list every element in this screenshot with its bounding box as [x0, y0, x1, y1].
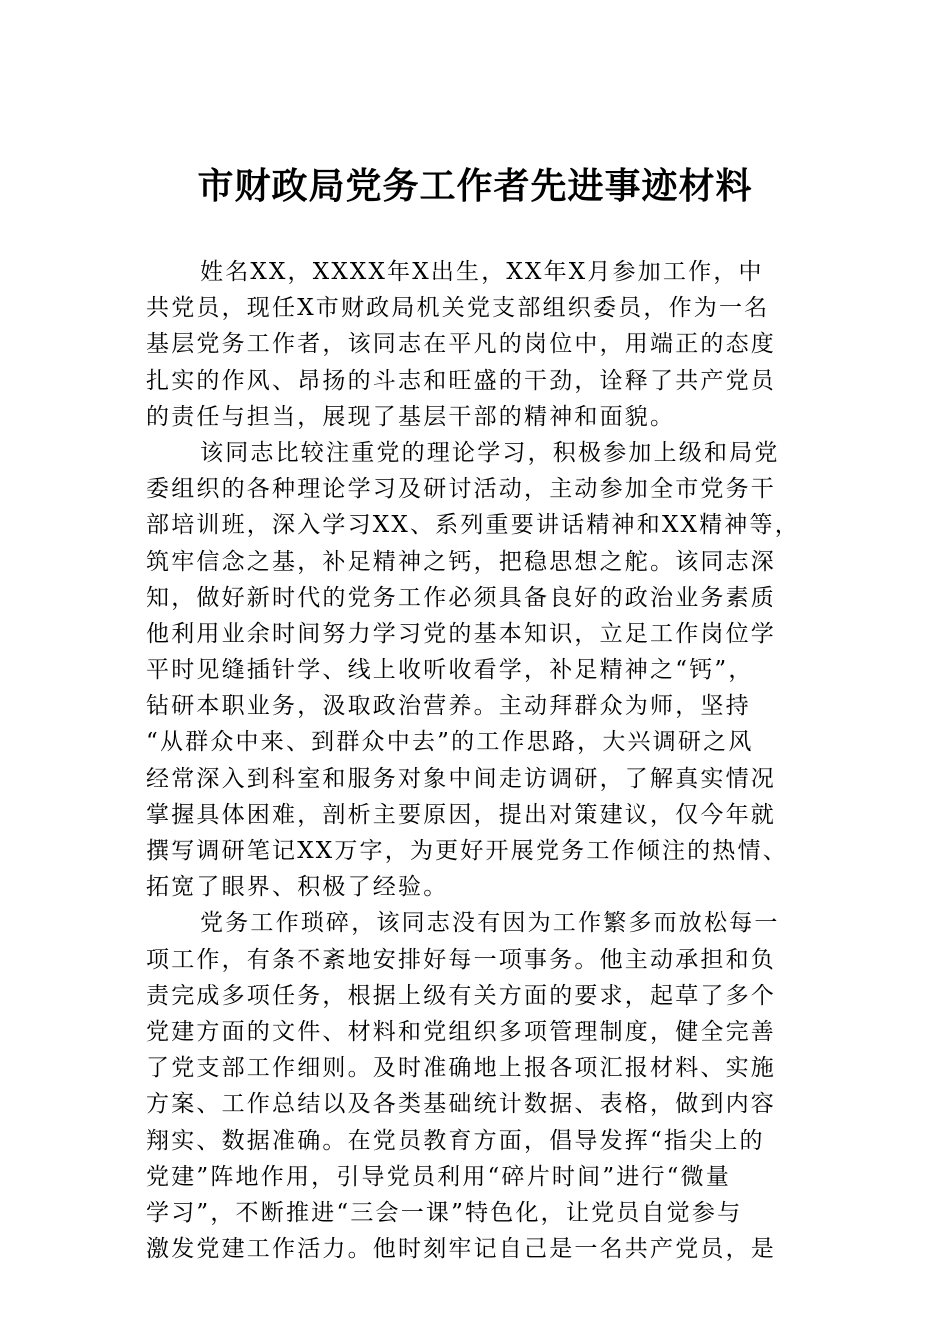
text-line: 知，做好新时代的党务工作必须具备良好的政治业务素质 — [146, 584, 776, 611]
text-line: 部培训班，深入学习XX、系列重要讲话精神和XX精神等， — [146, 512, 800, 539]
document-title: 市财政局党务工作者先进事迹材料 — [197, 165, 753, 207]
text-line: 共党员，现任X市财政局机关党支部组织委员，作为一名 — [146, 295, 770, 322]
text-line: 掌握具体困难，剖析主要原因，提出对策建议，仅今年就 — [146, 801, 776, 828]
text-line: 党建”阵地作用，引导党员利用“碎片时间”进行“微量 — [146, 1163, 732, 1190]
text-line: 了党支部工作细则。及时准确地上报各项汇报材料、实施 — [146, 1055, 776, 1082]
text-line: 激发党建工作活力。他时刻牢记自己是一名共产党员，是 — [146, 1236, 776, 1263]
text-line: 扎实的作风、昂扬的斗志和旺盛的干劲，诠释了共产党员 — [146, 367, 776, 394]
text-line: 党务工作琐碎，该同志没有因为工作繁多而放松每一 — [200, 910, 780, 937]
text-line: 他利用业余时间努力学习党的基本知识，立足工作岗位学 — [146, 620, 776, 647]
text-line: 筑牢信念之基，补足精神之钙，把稳思想之舵。该同志深 — [146, 548, 776, 575]
text-line: 项工作，有条不紊地安排好每一项事务。他主动承担和负 — [146, 946, 776, 973]
text-line: 经常深入到科室和服务对象中间走访调研，了解真实情况 — [146, 765, 776, 792]
text-line: 的责任与担当，展现了基层干部的精神和面貌。 — [146, 403, 676, 430]
text-line: 姓名XX，XXXX年X出生，XX年X月参加工作，中 — [200, 259, 764, 285]
document-body — [146, 254, 806, 1267]
text-line: 撰写调研笔记XX万字，为更好开展党务工作倾注的热情、 — [146, 838, 788, 864]
text-line: 方案、工作总结以及各类基础统计数据、表格，做到内容 — [146, 1091, 776, 1118]
text-line: 平时见缝插针学、线上收听收看学，补足精神之“钙”， — [146, 657, 754, 684]
paragraph-1 — [146, 254, 806, 435]
text-line: 翔实、数据准确。在党员教育方面，倡导发挥“指尖上的 — [146, 1127, 765, 1154]
text-line: 责完成多项任务，根据上级有关方面的要求，起草了多个 — [146, 982, 776, 1009]
text-line: 该同志比较注重党的理论学习，积极参加上级和局党 — [200, 439, 780, 466]
text-line: 委组织的各种理论学习及研讨活动，主动参加全市党务干 — [146, 476, 776, 503]
paragraph-2 — [146, 435, 806, 905]
text-line: 基层党务工作者，该同志在平凡的岗位中，用端正的态度 — [146, 331, 776, 358]
text-line: “从群众中来、到群众中去”的工作思路，大兴调研之风 — [146, 729, 754, 756]
text-line: 党建方面的文件、材料和党组织多项管理制度，健全完善 — [146, 1018, 776, 1045]
text-line: 拓宽了眼界、积极了经验。 — [146, 874, 449, 901]
text-line: 学习”，不断推进“三会一课”特色化，让党员自觉参与 — [146, 1199, 743, 1226]
text-line: 钻研本职业务，汲取政治营养。主动拜群众为师，坚持 — [146, 693, 751, 720]
paragraph-3 — [146, 905, 806, 1267]
